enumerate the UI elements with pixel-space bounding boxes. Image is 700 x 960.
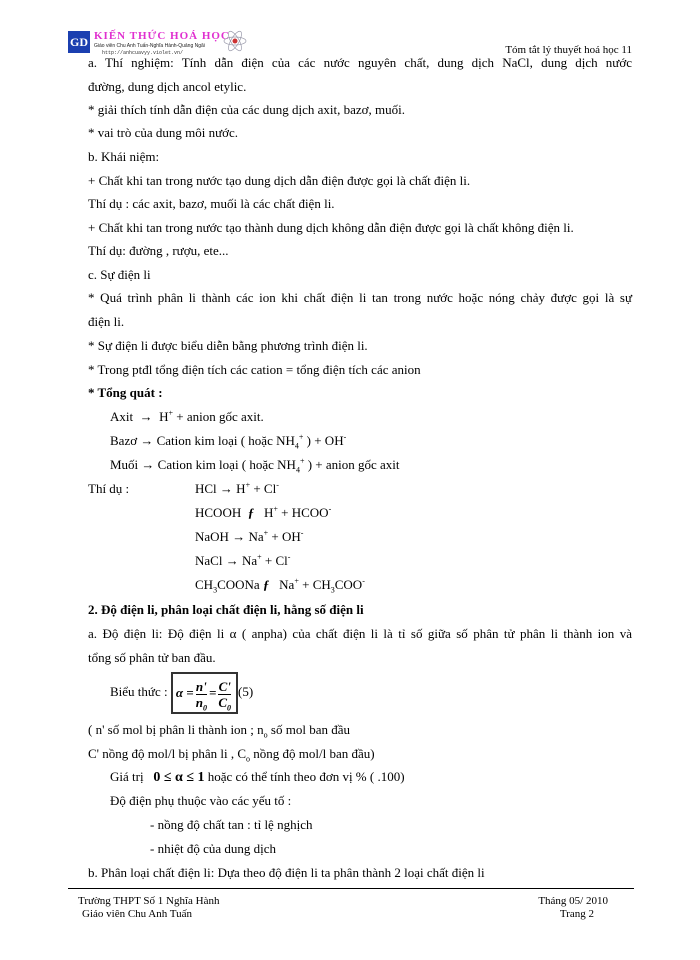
text-line: * vai trò của dung môi nước.	[88, 125, 239, 140]
text-line: a. Thí nghiệm: Tính dẫn điện của các nước nguyên chất, dung dịch NaCl, dung dịch nước	[88, 55, 632, 70]
text-line: c. Sự điện li	[88, 267, 151, 282]
formula-label: Biểu thức :	[110, 683, 168, 699]
text-line: ( n' số mol bị phân li thành ion ; $n_o$ số mol ban đầu	[88, 722, 350, 740]
equation-axit: Axit → H+ + anion gốc axit.	[110, 408, 264, 424]
text-line: điện li.	[88, 314, 125, 329]
text-line: + Chất khi tan trong nước tạo dung dịch dẫn điện được gọi là chất điện li.	[88, 173, 471, 188]
formula-line: Biểu thức : α = $\frac{n'}{n_0}$ = $\frac{C'}{C_0}$ (5)	[110, 672, 253, 714]
text-line: b. Phân loại chất điện li: Dựa theo độ điện li ta phân thành 2 loại chất điện li	[88, 865, 485, 880]
example-equation: $CH_3COONa$ ƒ $Na^+ + CH_3COO^-$	[195, 576, 365, 595]
example-equation: NaOH → Na+ + OH-	[195, 528, 304, 544]
text-line: Độ điện phụ thuộc vào các yếu tố :	[110, 793, 292, 808]
footer-school: Trường THPT Số 1 Nghĩa Hành	[78, 895, 220, 907]
text-line: + Chất khi tan trong nước tạo thành dung dịch không dẫn điện được gọi là chất không điện li.	[88, 220, 574, 235]
logo-subtitle: Giáo viên Chu Anh Tuấn-Nghĩa Hành-Quảng Ngãi	[94, 43, 205, 49]
logo-icon: GD	[68, 31, 90, 53]
text-line: * Trong ptđl tổng điện tích các cation = tổng điện tích các anion	[88, 362, 421, 377]
text-line: - nhiệt độ của dung dịch	[150, 841, 276, 856]
text-line: - nồng độ chất tan : tỉ lệ nghịch	[150, 817, 313, 832]
document-title: Tóm tắt lý thuyết hoá học 11	[505, 44, 632, 56]
subheading: * Tổng quát :	[88, 385, 163, 400]
text-line: * giải thích tính dẫn điện của các dung dịch axit, bazơ, muối.	[88, 102, 405, 117]
footer-date: Tháng 05/ 2010	[538, 895, 608, 907]
example-equation: HCOOH ƒ H+ + HCOO-	[195, 504, 332, 520]
footer-divider	[68, 888, 634, 889]
text-line: Giá trị 0 ≤ α ≤ 1 hoặc có thể tính theo đơn vị % ( .100)	[110, 769, 405, 785]
examples-label: Thí dụ :	[88, 481, 130, 496]
footer-page: Trang 2	[559, 908, 594, 920]
text-line: Thí dụ: đường , rượu, ete...	[88, 243, 229, 258]
logo-url: http://anhcuavyy.violet.vn/	[102, 50, 184, 56]
equation-bazo: Bazơ → Cation kim loại ( hoặc $NH_4^+$ ) + OH-	[110, 432, 347, 451]
text-line: C' nồng độ mol/l bị phân li , $C_o$ nồng độ mol/l ban đầu)	[88, 746, 375, 764]
example-equation: NaCl → Na+ + Cl-	[195, 552, 291, 568]
equation-muoi: Muối → Cation kim loại ( hoặc $NH_4^+$ ) + anion gốc axit	[110, 456, 400, 475]
text-line: * Sự điện li được biểu diễn bằng phương trình điện li.	[88, 338, 368, 353]
text-line: * Quá trình phân li thành các ion khi chất điện li tan trong nước hoặc nóng chảy được gọi là sự	[88, 290, 632, 305]
logo-title: KIẾN THỨC HOÁ HỌC	[94, 30, 230, 42]
text-line: b. Khái niệm:	[88, 149, 160, 164]
text-line: Thí dụ : các axit, bazơ, muối là các chất điện li.	[88, 196, 335, 211]
alpha-formula: α = $\frac{n'}{n_0}$ = $\frac{C'}{C_0}$	[171, 672, 238, 714]
atom-icon	[222, 30, 248, 52]
text-line: tổng số phân tử ban đầu.	[88, 650, 216, 665]
section-heading: 2. Độ điện li, phân loại chất điện li, hằng số điện li	[88, 602, 364, 617]
text-line: a. Độ điện li: Độ điện li α ( anpha) của chất điện li là tỉ số giữa số phân tử phân li thành ion và	[88, 626, 632, 641]
footer-teacher: Giáo viên Chu Anh Tuấn	[82, 908, 193, 920]
example-equation: HCl → H+ + Cl-	[195, 480, 279, 496]
text-line: đường, dung dịch ancol etylic.	[88, 79, 247, 94]
